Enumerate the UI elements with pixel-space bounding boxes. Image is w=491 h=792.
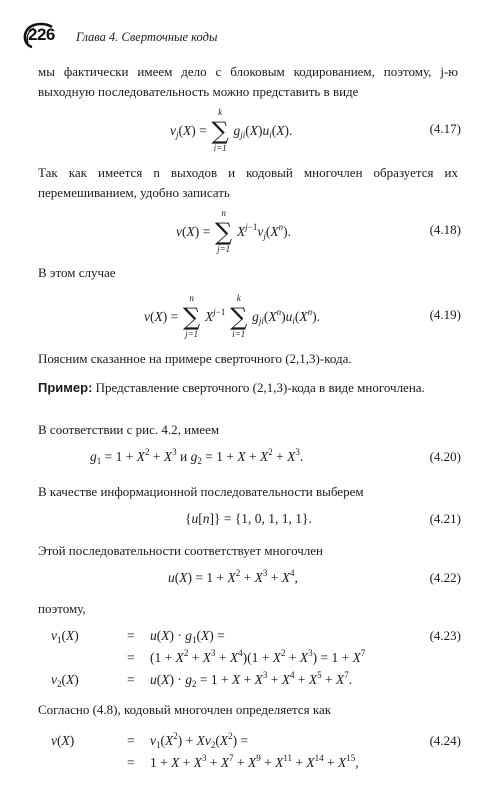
paragraph-10: Согласно (4.8), кодовый многочлен определяется как	[38, 702, 332, 717]
page-number: 226	[28, 25, 55, 44]
paragraph-1: мы фактически имеем дело с блоковым кодированием, поэтому, j-ю выходную последовательность можно представить в виде	[38, 64, 458, 99]
paragraph-6: В соответствии с рис. 4.2, имеем	[38, 422, 220, 437]
equation-4-19: v(X) = n ∑ j=1 $X^{j-1}$ k ∑ i=1 $g_{ji}(X^n)u_i(X^n)$. (4.19)	[144, 293, 461, 339]
paragraph-9: поэтому,	[38, 601, 86, 616]
equation-number: (4.23)	[429, 628, 461, 643]
example-paragraph	[38, 378, 458, 398]
chapter-title: Глава 4. Сверточные коды	[76, 29, 218, 44]
equation-4-21: {u[n]} = {1, 0, 1, 1, 1}. (4.21)	[185, 511, 461, 526]
paragraph-2: Так как имеется n выходов и кодовый многочлен образуется их перемешиванием, удобно записать	[38, 165, 458, 200]
page-number-badge	[22, 21, 58, 49]
equation-number: (4.17)	[429, 121, 461, 136]
equation-4-23: $v_1(X)$ = $u(X) \cdot g_1(X)$ = = $(1 + X^2 + X^3 + X^4)(1 + X^2 + X^3) = 1 + X^7$ $v_2(X)$ = $u(X) \cdot g_2 = 1 + X + X^3 + X^4 + X^5 + X^7$. (4.23)	[51, 628, 461, 689]
equation-number: (4.20)	[429, 449, 461, 464]
example-text: Представление сверточного (2,1,3)-кода в виде многочлена.	[95, 380, 425, 395]
paragraph-4: Поясним сказанное на примере сверточного (2,1,3)-кода.	[38, 351, 352, 366]
paragraph-7: В качестве информационной последовательности выберем	[38, 484, 364, 499]
example-label: Пример:	[38, 380, 93, 395]
equation-number: (4.22)	[429, 570, 461, 585]
equation-4-17: $v_j(X)$ = k ∑ i=1 $g_{ji}(X)u_i(X)$. (4.17)	[170, 107, 461, 153]
equation-number: (4.24)	[429, 733, 461, 748]
equation-4-20: $g_1 = 1 + X^2 + X^3$ и $g_2 = 1 + X + X^2 + X^3$. (4.20)	[90, 447, 461, 466]
equation-4-24: v(X) = $v_1(X^2) + Xv_2(X^2)$ = = $1 + X + X^3 + X^7 + X^9 + X^{11} + X^{14} + X^{15}$, (4.24)	[51, 731, 461, 770]
page-header	[22, 20, 217, 50]
equation-4-22: $u(X) = 1 + X^2 + X^3 + X^4$, (4.22)	[168, 568, 461, 585]
equation-number: (4.19)	[429, 307, 461, 322]
equation-number: (4.21)	[429, 511, 461, 526]
equation-4-18: v(X) = n ∑ j=1 $X^{j-1}v_j(X^n)$. (4.18)	[176, 208, 461, 254]
paragraph-8: Этой последовательности соответствует многочлен	[38, 543, 323, 558]
paragraph-3: В этом случае	[38, 265, 116, 280]
equation-number: (4.18)	[429, 222, 461, 237]
